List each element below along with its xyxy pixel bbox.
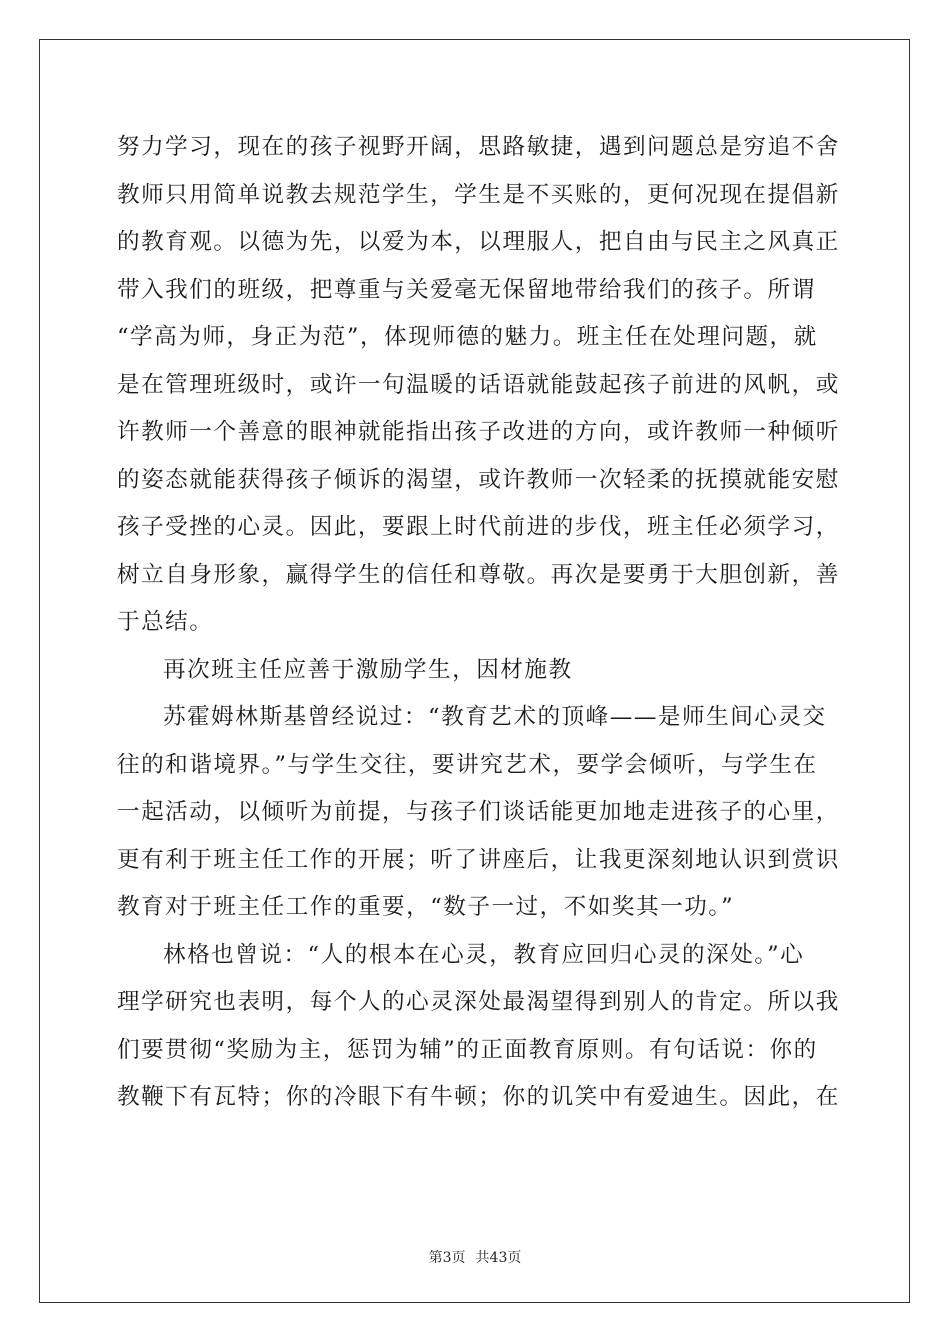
text-line: 理学研究也表明，每个人的心灵深处最渴望得到别人的肯定。所以我 — [117, 989, 840, 1015]
text-line: 教育对于班主任工作的重要，“数子一过，不如奖其一功。” — [117, 894, 735, 920]
text-line: 努力学习，现在的孩子视野开阔，思路敏捷，遇到问题总是穷追不舍 — [117, 134, 840, 160]
text-line: 树立自身形象，赢得学生的信任和尊敬。再次是要勇于大胆创新，善 — [117, 561, 840, 588]
text-line: 教师只用简单说教去规范学生，学生是不买账的，更何况现在提倡新 — [117, 181, 840, 208]
section-heading: 再次班主任应善于激励学生，因材施教 — [163, 656, 573, 683]
text-line: “学高为师，身正为范”，体现师德的魅力。班主任在处理问题，就 — [117, 324, 818, 350]
page-total: 共43页 — [475, 1250, 522, 1266]
text-line: 们要贯彻“奖励为主，惩罚为辅”的正面教育原则。有句话说：你的 — [117, 1036, 818, 1063]
page-current: 第3页 — [428, 1250, 466, 1266]
text-line: 林格也曾说：“人的根本在心灵，教育应回归心灵的深处。”心 — [163, 941, 805, 968]
text-line: 孩子受挫的心灵。因此，要跟上时代前进的步伐，班主任必须学习， — [117, 514, 840, 540]
text-line: 的教育观。以德为先，以爱为本，以理服人，把自由与民主之风真正 — [117, 229, 840, 255]
text-line: 许教师一个善意的眼神就能指出孩子改进的方向，或许教师一种倾听 — [117, 419, 840, 445]
text-line: 的姿态就能获得孩子倾诉的渴望，或许教师一次轻柔的抚摸就能安慰 — [117, 466, 840, 493]
text-line: 苏霍姆林斯基曾经说过：“教育艺术的顶峰——是师生间心灵交 — [163, 704, 827, 730]
text-line: 教鞭下有瓦特；你的冷眼下有牛顿；你的讥笑中有爱迪生。因此，在 — [117, 1084, 840, 1110]
text-line: 往的和谐境界。”与学生交往，要讲究艺术，要学会倾听，与学生在 — [117, 751, 818, 778]
document-body — [117, 124, 840, 1122]
text-line: 带入我们的班级，把尊重与关爱毫无保留地带给我们的孩子。所谓 — [117, 276, 816, 303]
text-line: 更有利于班主任工作的开展；听了讲座后，让我更深刻地认识到赏识 — [117, 846, 840, 873]
page-footer — [0, 1247, 950, 1267]
text-line: 一起活动，以倾听为前提，与孩子们谈话能更加地走进孩子的心里， — [117, 799, 840, 825]
text-line: 于总结。 — [117, 609, 214, 635]
text-line: 是在管理班级时，或许一句温暖的话语就能鼓起孩子前进的风帆，或 — [117, 371, 840, 398]
